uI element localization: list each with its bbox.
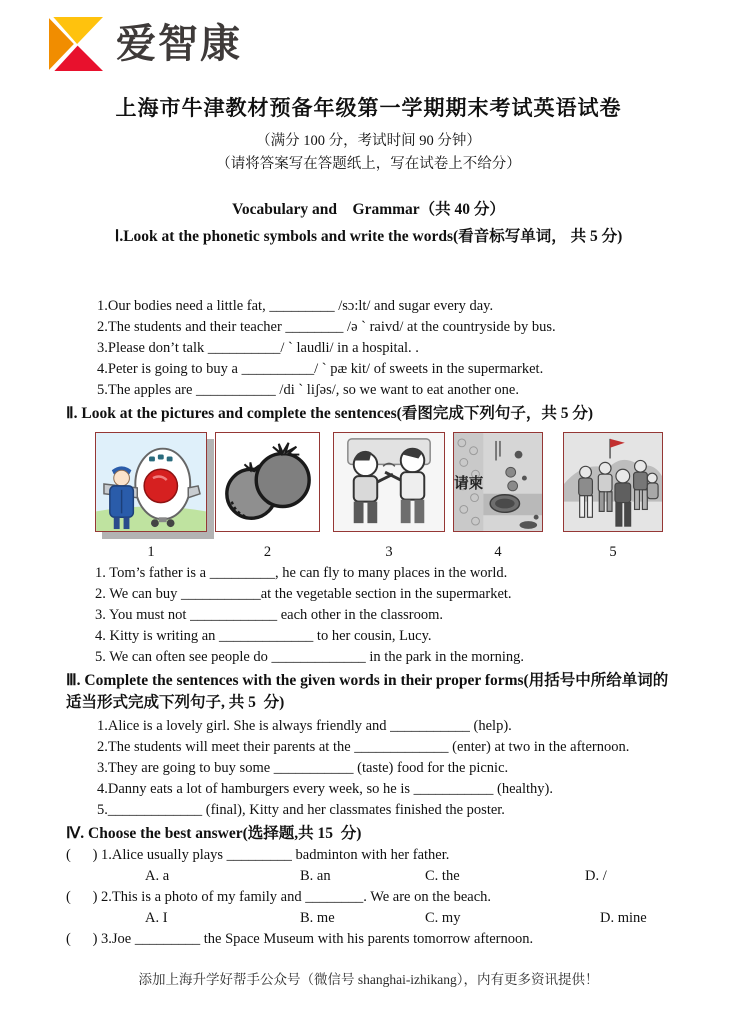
exam-answer-note: （请将答案写在答题纸上，写在试卷上不给分） (216, 156, 521, 172)
picture-number: 4 (494, 544, 502, 560)
section-i-item: 2.The students and their teacher ________ /ə ˋ raivd/ at the countryside by bus. (97, 319, 556, 335)
part-title: Vocabulary and Grammar（共 40 分） (232, 201, 505, 218)
tomatoes-image (215, 432, 320, 532)
section-i-item: 3.Please don’t talk __________/ ˋ laudli/ in a hospital. . (97, 340, 419, 356)
mcq-options-row-1 (145, 866, 737, 887)
section-iii-heading: Ⅲ. Complete the sentences with the given words in their proper forms(用括号中所给单词的适当形式完成下列句子, 共 5 分) (66, 672, 669, 711)
picture-number: 2 (263, 544, 272, 560)
mcq-question-3: ( ) 3.Joe _________ the Space Museum with his parents tomorrow afternoon. (66, 931, 534, 947)
section-i-item: 1.Our bodies need a little fat, _________ /sɔ:lt/ and sugar every day. (97, 298, 494, 314)
section-ii-item: 2. We can buy ___________at the vegetable section in the supermarket. (95, 586, 512, 602)
section-iii-items (0, 716, 737, 821)
section-i-heading: Ⅰ.Look at the phonetic symbols and write the words(看音标写单词， 共 5 分) (114, 228, 623, 245)
section-iii-item: 3.They are going to buy some ___________ (taste) food for the picnic. (97, 760, 509, 776)
option-a: A. a (145, 868, 170, 884)
option-b: B. me (300, 910, 335, 926)
section-ii-item: 3. You must not ____________ each other in the classroom. (95, 607, 443, 623)
picture-number: 3 (385, 544, 393, 560)
logo-text: 爱智康 (116, 22, 242, 66)
brand-logo (48, 16, 737, 72)
section-iii-item: 4.Danny eats a lot of hamburgers every week, so he is ___________ (healthy). (97, 781, 553, 797)
mcq-options-row-2 (145, 908, 737, 929)
section-i-item: 4.Peter is going to buy a __________/ ˋ pæ kit/ of sweets in the supermarket. (97, 361, 544, 377)
picture-number: 1 (147, 544, 155, 560)
section-iii-item: 1.Alice is a lovely girl. She is always friendly and ___________ (help). (97, 718, 512, 734)
mcq-question-2: ( ) 2.This is a photo of my family and ________. We are on the beach. (66, 889, 492, 905)
footer-note: 添加上海升学好帮手公众号（微信号 shanghai-izhikang），内有更多资讯提供！ (138, 972, 599, 987)
option-d: D. / (585, 868, 607, 884)
section-ii-heading: Ⅱ. Look at the pictures and complete the sentences(看图完成下列句子，共 5 分) (66, 405, 593, 422)
section-ii-pictures (95, 432, 737, 535)
morning-exercise-crowd-image (563, 432, 663, 532)
children-pushing-image (333, 432, 445, 532)
mcq-question-1: ( ) 1.Alice usually plays _________ badminton with her father. (66, 847, 450, 863)
picture-numbers (95, 544, 737, 561)
section-iii-item: 2.The students will meet their parents at the _____________ (enter) at two in the afternoon. (97, 739, 630, 755)
invitation-card-image (453, 432, 543, 532)
option-a: A. I (145, 910, 168, 926)
option-d: D. mine (600, 910, 647, 926)
option-c: C. my (425, 910, 461, 926)
pilot-and-airplane-image (95, 432, 207, 532)
exam-score-note: （满分 100 分，考试时间 90 分钟） (256, 133, 481, 149)
section-iv-heading: Ⅳ. Choose the best answer(选择题,共 15 分) (66, 825, 362, 842)
svg-text:请柬: 请柬 (454, 474, 484, 492)
izhikang-logo-icon (48, 17, 104, 71)
exam-title: 上海市牛津教材预备年级第一学期期末考试英语试卷 (115, 96, 622, 120)
section-i-item: 5.The apples are ___________ /di ˋ liʃəs/, so we want to eat another one. (97, 382, 519, 398)
section-ii-items (0, 563, 737, 668)
section-i-items (0, 296, 737, 401)
option-c: C. the (425, 868, 460, 884)
section-ii-item: 5. We can often see people do _____________ in the park in the morning. (95, 649, 525, 665)
section-ii-item: 4. Kitty is writing an _____________ to her cousin, Lucy. (95, 628, 432, 644)
section-iii-item: 5._____________ (final), Kitty and her classmates finished the poster. (97, 802, 505, 818)
section-ii-item: 1. Tom’s father is a _________, he can fly to many places in the world. (95, 565, 508, 581)
picture-number: 5 (609, 544, 617, 560)
option-b: B. an (300, 868, 331, 884)
